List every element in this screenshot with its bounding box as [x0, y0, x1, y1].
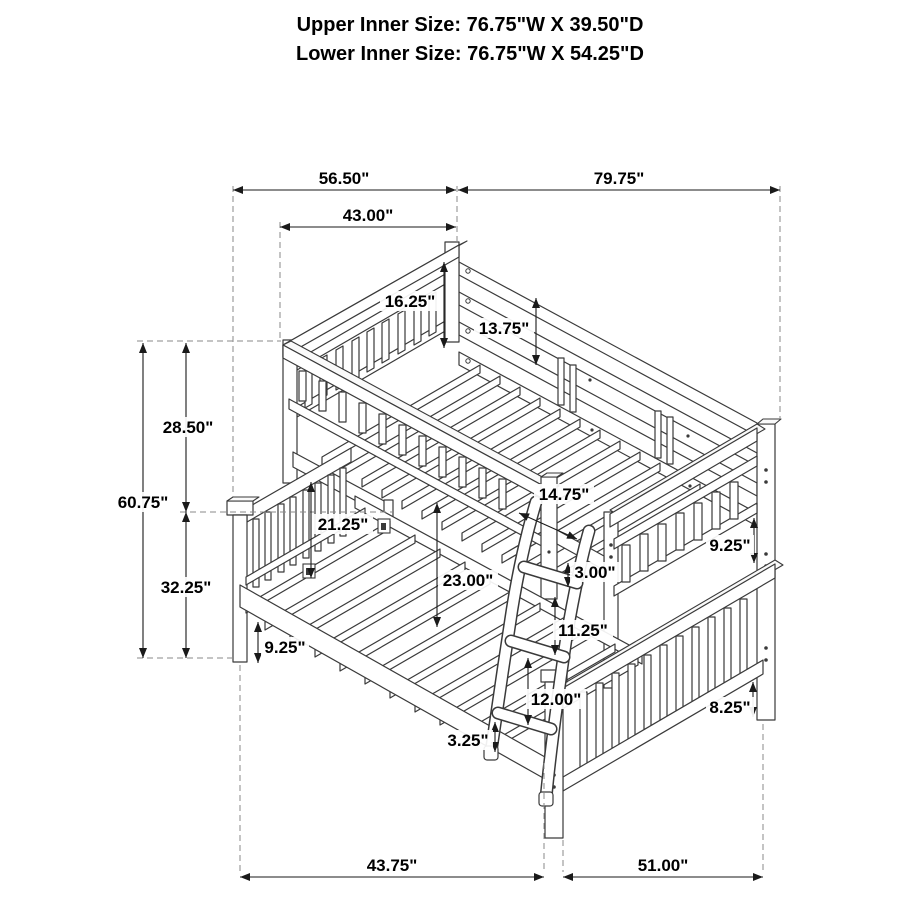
ladder-foot-right: [539, 792, 553, 806]
svg-text:9.25": 9.25": [264, 638, 306, 657]
svg-text:51.00": 51.00": [637, 856, 689, 875]
dim-lower-width-outer: [240, 856, 544, 877]
svg-text:8.25": 8.25": [709, 698, 751, 717]
svg-text:23.00": 23.00": [442, 571, 494, 590]
title-lower-inner-size: Lower Inner Size: 76.75"W X 54.25"D: [296, 43, 644, 65]
svg-text:14.75": 14.75": [538, 485, 590, 504]
svg-text:9.25": 9.25": [709, 536, 751, 555]
svg-text:60.75": 60.75": [117, 493, 169, 512]
svg-text:11.25": 11.25": [558, 621, 608, 640]
svg-text:3.25": 3.25": [447, 731, 489, 750]
svg-text:16.25": 16.25": [384, 292, 436, 311]
title-upper-inner-size: Upper Inner Size: 76.75"W X 39.50"D: [296, 14, 644, 36]
svg-text:13.75": 13.75": [478, 319, 530, 338]
svg-text:3.00": 3.00": [574, 563, 616, 582]
dim-upper-section-height: [157, 343, 219, 512]
svg-text:43.75": 43.75": [366, 856, 418, 875]
svg-text:28.50": 28.50": [162, 418, 214, 437]
svg-text:56.50": 56.50": [318, 169, 370, 188]
svg-text:43.00": 43.00": [342, 206, 394, 225]
dim-lower-section-height: [155, 512, 217, 658]
dim-upper-headboard-width: [280, 206, 456, 227]
svg-text:79.75": 79.75": [593, 169, 645, 188]
svg-text:21.25": 21.25": [317, 515, 369, 534]
svg-text:12.00": 12.00": [530, 690, 582, 709]
dim-length-outer: [458, 169, 780, 190]
dim-upper-width-outer: [233, 169, 456, 190]
dim-lower-length-outer: [563, 856, 763, 877]
dim-overall-height: [112, 343, 174, 658]
svg-text:32.25": 32.25": [160, 578, 212, 597]
